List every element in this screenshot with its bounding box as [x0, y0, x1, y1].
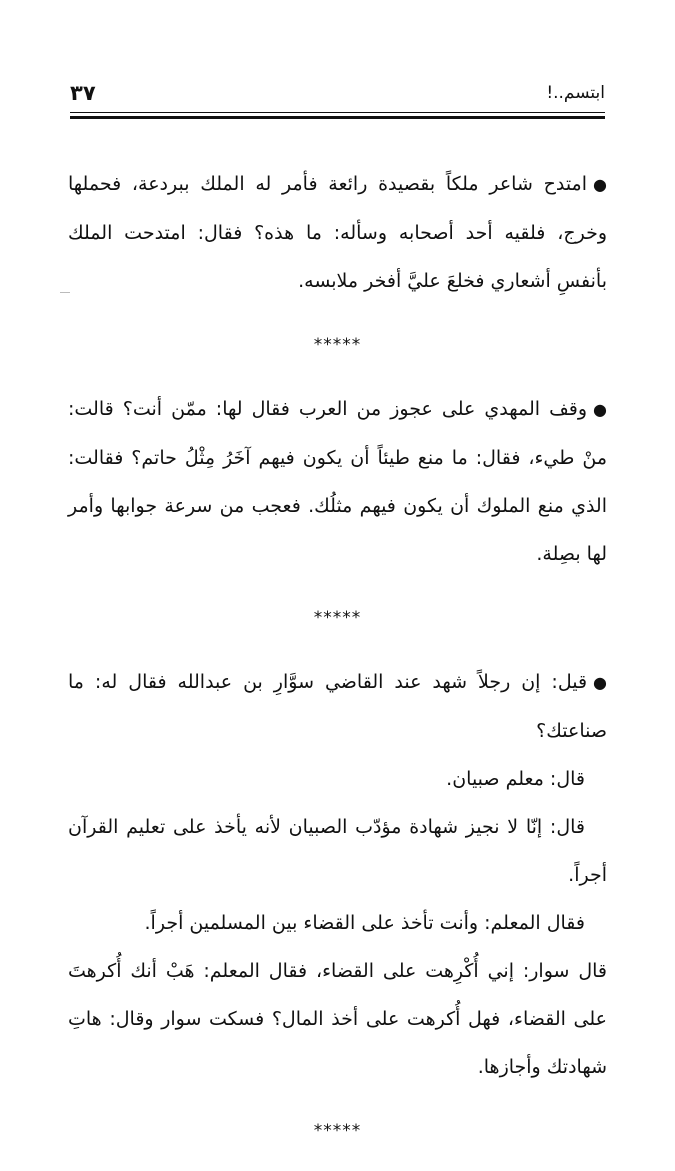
section-separator: *****: [313, 608, 362, 628]
dialogue-line: قال: معلم صبيان.: [446, 768, 585, 790]
page-header: [70, 78, 605, 108]
header-rule-thick: [70, 116, 605, 119]
dialogue-line: قال: إنّا لا نجيز شهادة مؤدّب الصبيان لأنه يأخذ على تعليم القرآن أجراً.: [68, 816, 607, 886]
anecdote-text: وقف المهدي على عجوز من العرب فقال لها: ممّن أنت؟ قالت: منْ طيء، فقال: ما منع طيئاً أن يكون فيهم آخَرُ مِثْلُ حاتم؟ فقالت: الذي منع الملوك أن يكون فيهم مثلُك. فعجب من سرعة جوابها وأمر لها بصِلة.: [68, 398, 607, 565]
bullet-icon: ●: [593, 175, 607, 194]
dialogue-line: فقال المعلم: وأنت تأخذ على القضاء بين المسلمين أجراً.: [144, 912, 585, 934]
section-separator: *****: [313, 1121, 362, 1141]
section-separator: *****: [313, 335, 362, 355]
anecdote-text: قيل: إن رجلاً شهد عند القاضي سوَّارِ بن عبدالله فقال له: ما صناعتك؟: [68, 671, 607, 742]
running-title: ابتسم..!: [546, 83, 605, 103]
page-number: ٣٧: [70, 81, 96, 105]
bullet-icon: ●: [593, 673, 607, 692]
bullet-icon: ●: [593, 400, 607, 419]
header-rule-thin: [70, 112, 605, 113]
page-body: [68, 160, 607, 1171]
dialogue-line: قال سوار: إني أُكْرِهت على القضاء، فقال المعلم: هَبْ أنك أُكرهتَ على القضاء، فهل أُكرهت على أخذ المال؟ فسكت سوار وقال: هاتِ شهادتك وأجازها.: [68, 960, 607, 1078]
anecdote-judge: [68, 658, 607, 755]
anecdote-mahdi: [68, 385, 607, 578]
anecdote-text: امتدح شاعر ملكاً بقصيدة رائعة فأمر له الملك ببردعة، فحملها وخرج، فلقيه أحد أصحابه وسأله: ما هذه؟ فقال: امتدحت الملك بأنفسِ أشعاري فخلعَ عليَّ أفخر ملابسه.: [68, 173, 607, 292]
anecdote-poet: [68, 160, 607, 305]
